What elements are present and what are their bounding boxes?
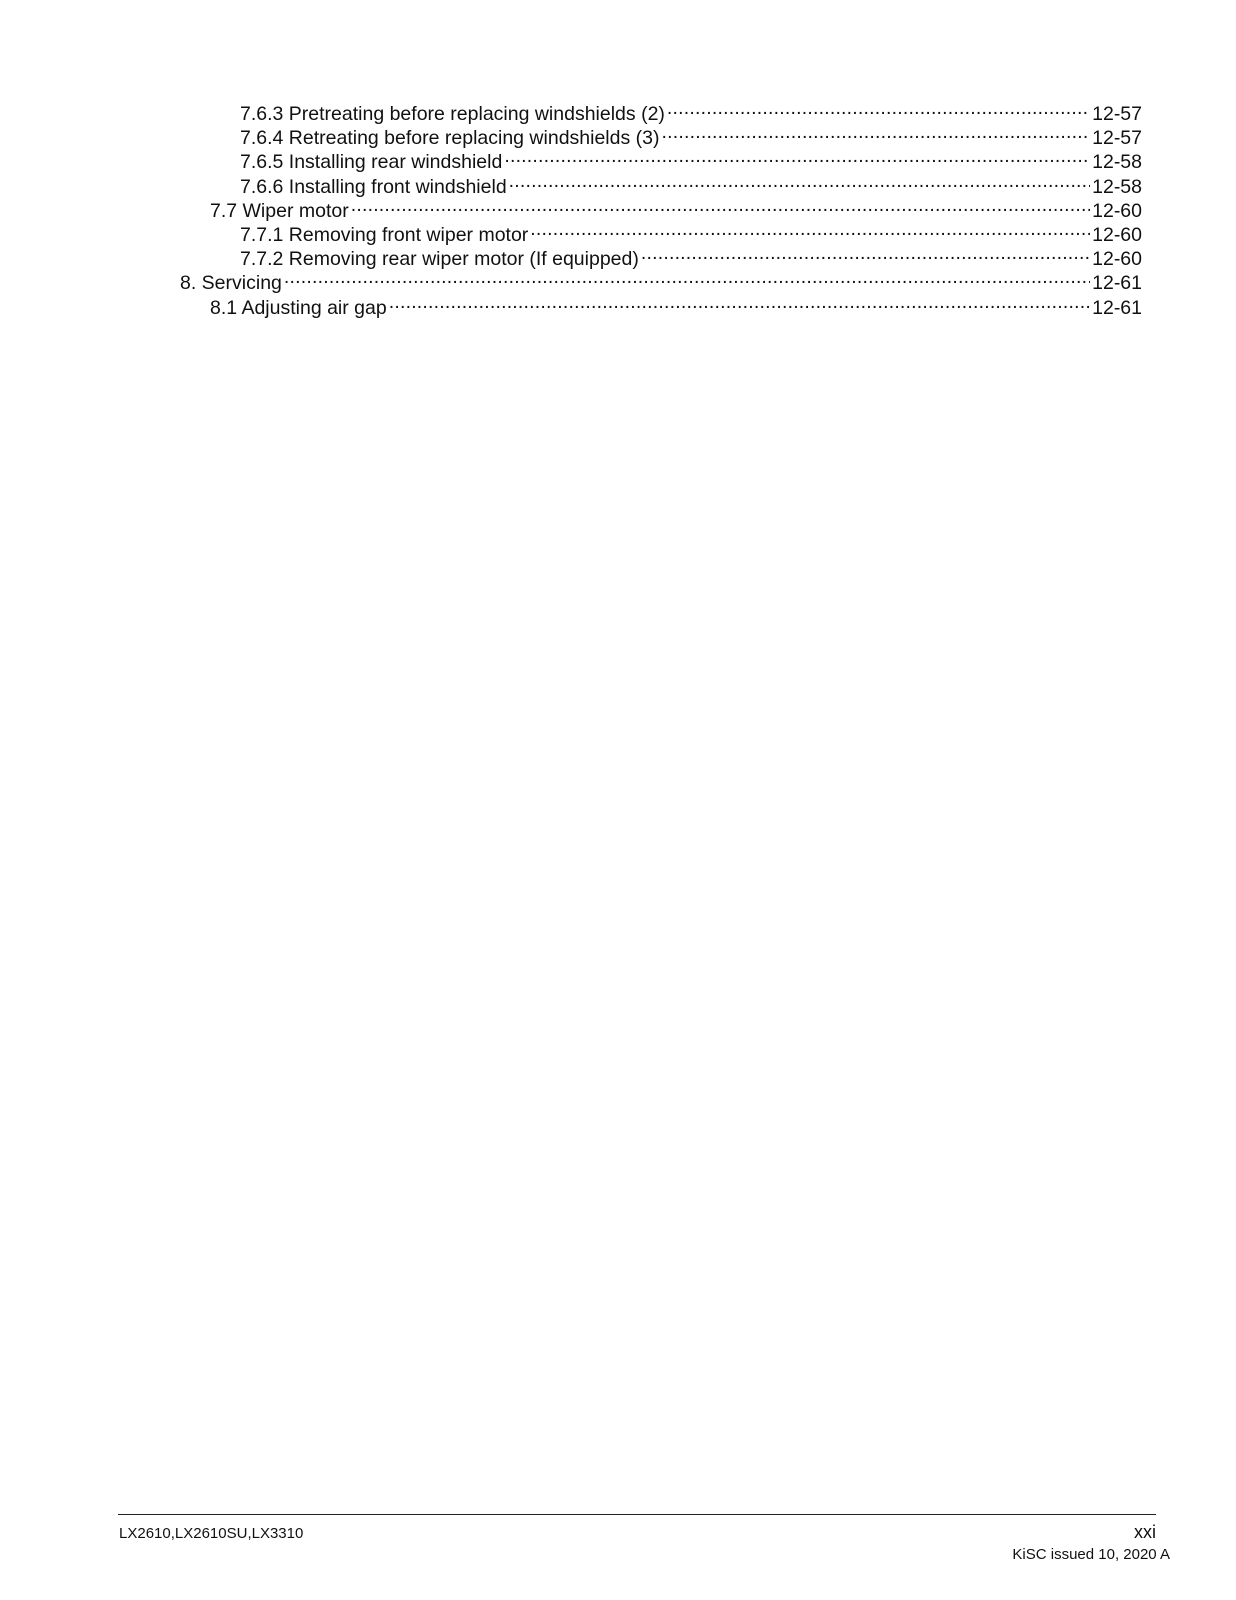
toc-entry-page: 12-60: [1092, 223, 1142, 246]
toc-entry[interactable]: [0, 245, 1236, 269]
footer-issue: KiSC issued 10, 2020 A: [1012, 1546, 1170, 1563]
toc-entry[interactable]: [0, 148, 1236, 172]
dot-leader: [389, 294, 1090, 314]
dot-leader: [504, 148, 1090, 168]
toc-entry[interactable]: [0, 173, 1236, 197]
footer-models: LX2610,LX2610SU,LX3310: [119, 1525, 304, 1542]
dot-leader: [662, 124, 1091, 144]
toc-entry-label: 7.7 Wiper motor: [210, 199, 349, 222]
toc-entry[interactable]: [0, 294, 1236, 318]
dot-leader: [641, 245, 1090, 265]
toc-entry-page: 12-57: [1092, 127, 1142, 150]
toc-entry-page: 12-57: [1092, 103, 1142, 125]
toc-entry-page: 12-58: [1092, 175, 1142, 198]
dot-leader: [667, 100, 1090, 120]
table-of-contents: [0, 100, 1236, 318]
footer-page-number: xxi: [1134, 1522, 1156, 1542]
toc-entry-page: 12-60: [1092, 199, 1142, 222]
dot-leader: [284, 269, 1090, 289]
toc-entry-page: 12-61: [1092, 296, 1142, 319]
footer-divider: [118, 1514, 1156, 1515]
dot-leader: [530, 221, 1090, 241]
toc-entry-label: 7.6.4 Retreating before replacing windshields (3): [240, 127, 660, 150]
toc-entry-label: 7.7.1 Removing front wiper motor: [240, 223, 529, 246]
toc-entry-page: 12-61: [1092, 272, 1142, 295]
dot-leader: [509, 173, 1090, 193]
toc-entry-label: 7.6.6 Installing front windshield: [240, 175, 507, 198]
toc-entry[interactable]: [0, 221, 1236, 245]
toc-entry-page: 12-58: [1092, 151, 1142, 174]
toc-entry-label: 7.7.2 Removing rear wiper motor (If equipped): [240, 248, 639, 271]
toc-entry[interactable]: [0, 124, 1236, 148]
toc-entry-label: 8.1 Adjusting air gap: [210, 296, 387, 319]
toc-entry-label: 8. Servicing: [180, 272, 282, 295]
toc-entry-label: 7.6.5 Installing rear windshield: [240, 151, 503, 174]
dot-leader: [351, 197, 1090, 217]
toc-entry[interactable]: [0, 100, 1236, 124]
toc-entry[interactable]: [0, 197, 1236, 221]
toc-entry-label: 7.6.3 Pretreating before replacing windshields (2): [240, 103, 665, 125]
toc-entry[interactable]: [0, 269, 1236, 293]
toc-entry-page: 12-60: [1092, 248, 1142, 271]
